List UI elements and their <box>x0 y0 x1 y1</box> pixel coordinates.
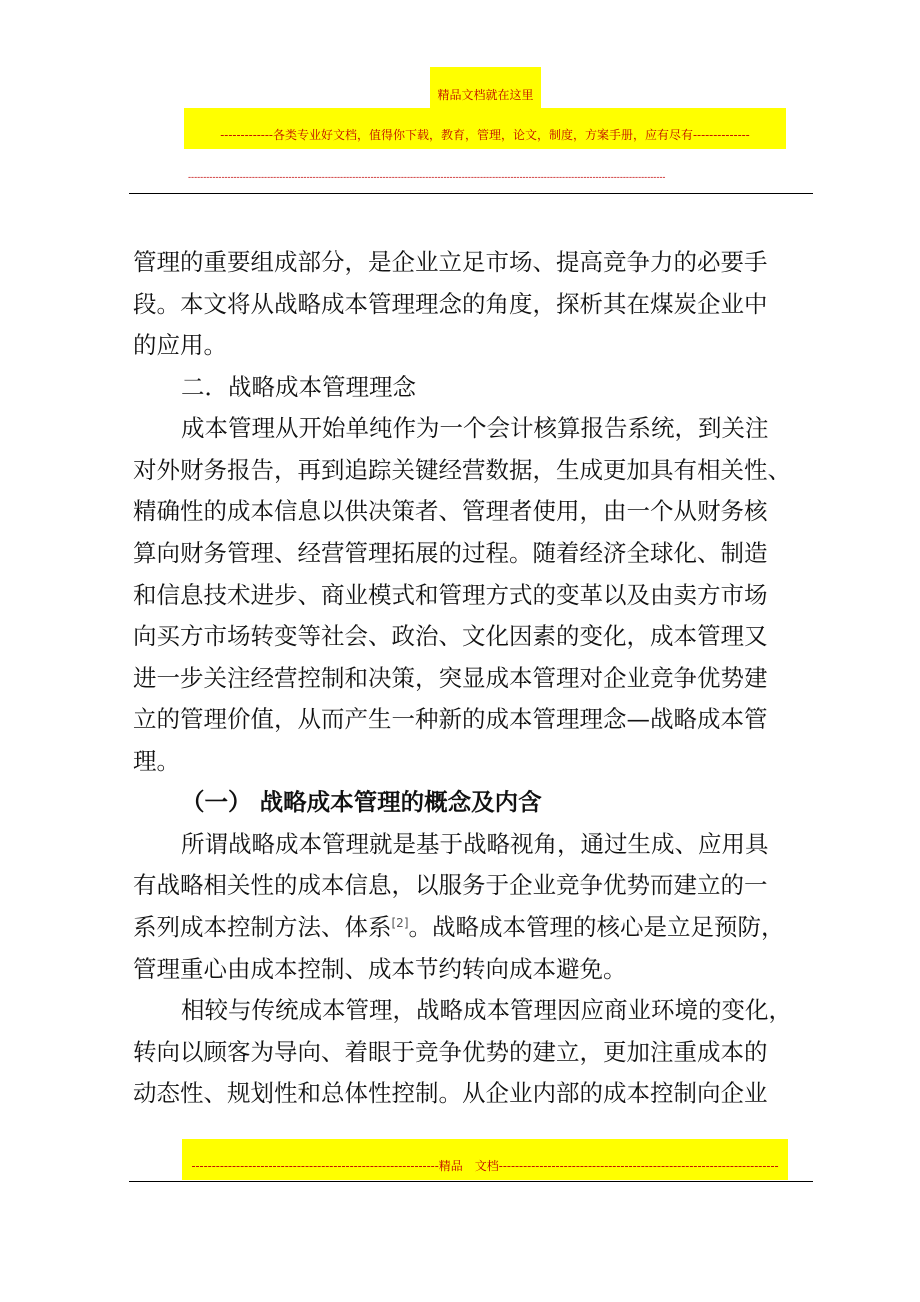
paragraph-line: 向买方市场转变等社会、政治、文化因素的变化，成本管理又 <box>133 622 768 650</box>
paragraph-line: 算向财务管理、经营管理拓展的过程。随着经济全球化、制造 <box>133 539 768 567</box>
paragraph-line: 段。本文将从战略成本管理理念的角度，探析其在煤炭企业中 <box>133 290 768 318</box>
paragraph-line: 立的管理价值，从而产生一种新的成本管理理念—战略成本管 <box>133 705 768 733</box>
section-heading: 二．战略成本管理理念 <box>181 373 416 401</box>
citation-reference: [2] <box>391 916 409 930</box>
paragraph-line: 进一步关注经营控制和决策，突显成本管理对企业竞争优势建 <box>133 664 768 692</box>
paragraph-line: 理。 <box>133 747 180 775</box>
paragraph-line: 相较与传统成本管理，战略成本管理因应商业环境的变化， <box>181 996 792 1024</box>
paragraph-text: 。战略成本管理的核心是立足预防， <box>408 913 785 941</box>
paragraph-line: 成本管理从开始单纯作为一个会计核算报告系统，到关注 <box>181 414 769 442</box>
paragraph-line: 动态性、规划性和总体性控制。从企业内部的成本控制向企业 <box>133 1079 768 1107</box>
paragraph-text: 系列成本控制方法、体系 <box>133 913 392 941</box>
paragraph-line: 管理重心由成本控制、成本节约转向成本避免。 <box>133 955 627 983</box>
paragraph-line: 精确性的成本信息以供决策者、管理者使用，由一个从财务核 <box>133 497 768 525</box>
paragraph-line: 和信息技术进步、商业模式和管理方式的变革以及由卖方市场 <box>133 581 768 609</box>
header-rule <box>129 193 813 194</box>
subsection-heading: （一） 战略成本管理的概念及内含 <box>181 788 542 816</box>
paragraph-line: 对外财务报告，再到追踪关键经营数据，生成更加具有相关性、 <box>133 456 791 484</box>
paragraph-line: 管理的重要组成部分，是企业立足市场、提高竞争力的必要手 <box>133 248 768 276</box>
paragraph-line: 的应用。 <box>133 331 227 359</box>
footer-rule <box>129 1181 813 1182</box>
paragraph-line: 有战略相关性的成本信息，以服务于企业竞争优势而建立的一 <box>133 871 768 899</box>
header-banner: -------------各类专业好文档，值得你下载，教育，管理，论文，制度，方案手册，应有尽有-------------- <box>184 108 786 149</box>
paragraph-line <box>133 908 785 942</box>
header-dashes: ------------------------------------------------------------------------------------------------------------------------------------------------------------- <box>188 173 666 183</box>
header-title: 精品文档就在这里 <box>430 67 541 108</box>
footer-banner: -------------------------------------------------------------精品 文档--------------------------------------------------------------------- <box>182 1139 788 1180</box>
paragraph-line: 转向以顾客为导向、着眼于竞争优势的建立，更加注重成本的 <box>133 1038 768 1066</box>
paragraph-line: 所谓战略成本管理就是基于战略视角，通过生成、应用具 <box>181 830 769 858</box>
